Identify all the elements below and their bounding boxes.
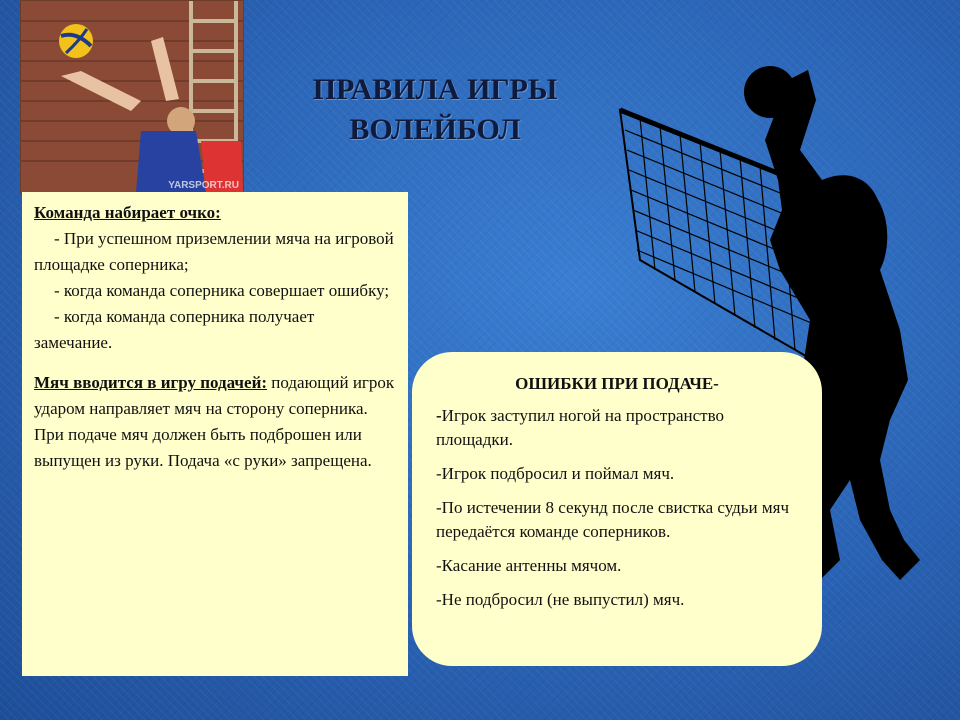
- serve-errors-heading: ОШИБКИ ПРИ ПОДАЧЕ-: [515, 374, 719, 393]
- serve-paragraph: [34, 370, 396, 474]
- serve-error-1: [436, 404, 798, 452]
- slide-title: [260, 70, 610, 150]
- serve-error-2: -Игрок подбросил и поймал мяч.: [436, 464, 675, 483]
- scoring-item-3: - когда команда соперника получает замечание.: [34, 307, 315, 352]
- scoring-item-2: - когда команда соперника совершает ошибку;: [54, 281, 390, 300]
- serve-error-4: -Касание антенны мячом.: [436, 556, 622, 575]
- scoring-rules-box: [22, 192, 408, 676]
- serve-heading: Мяч вводится в игру подачей:: [34, 373, 268, 392]
- scoring-heading: Команда набирает очко:: [34, 203, 221, 222]
- scoring-item-1: - При успешном приземлении мяча на игровой площадке соперника;: [34, 229, 394, 274]
- serve-errors-box: [412, 352, 822, 666]
- title-line-2: ВОЛЕЙБОЛ: [349, 113, 521, 146]
- photo-watermark: YARSPORT.RU: [168, 180, 239, 191]
- serve-error-1-text: Игрок заступил ногой на пространство площадки.: [436, 406, 724, 449]
- serve-error-1-dash: -: [436, 406, 442, 425]
- player-photo: [20, 0, 244, 194]
- serve-text: подающий игрок ударом направляет мяч на сторону соперника. При подаче мяч должен быть подброшен или выпущен из руки. Подача «с руки» запрещена.: [34, 373, 395, 470]
- serve-error-3: -По истечении 8 секунд после свистка судьи мяч передаётся команде соперников.: [436, 498, 789, 541]
- serve-error-5: -Не подбросил (не выпустил) мяч.: [436, 590, 685, 609]
- title-line-1: ПРАВИЛА ИГРЫ: [312, 73, 558, 106]
